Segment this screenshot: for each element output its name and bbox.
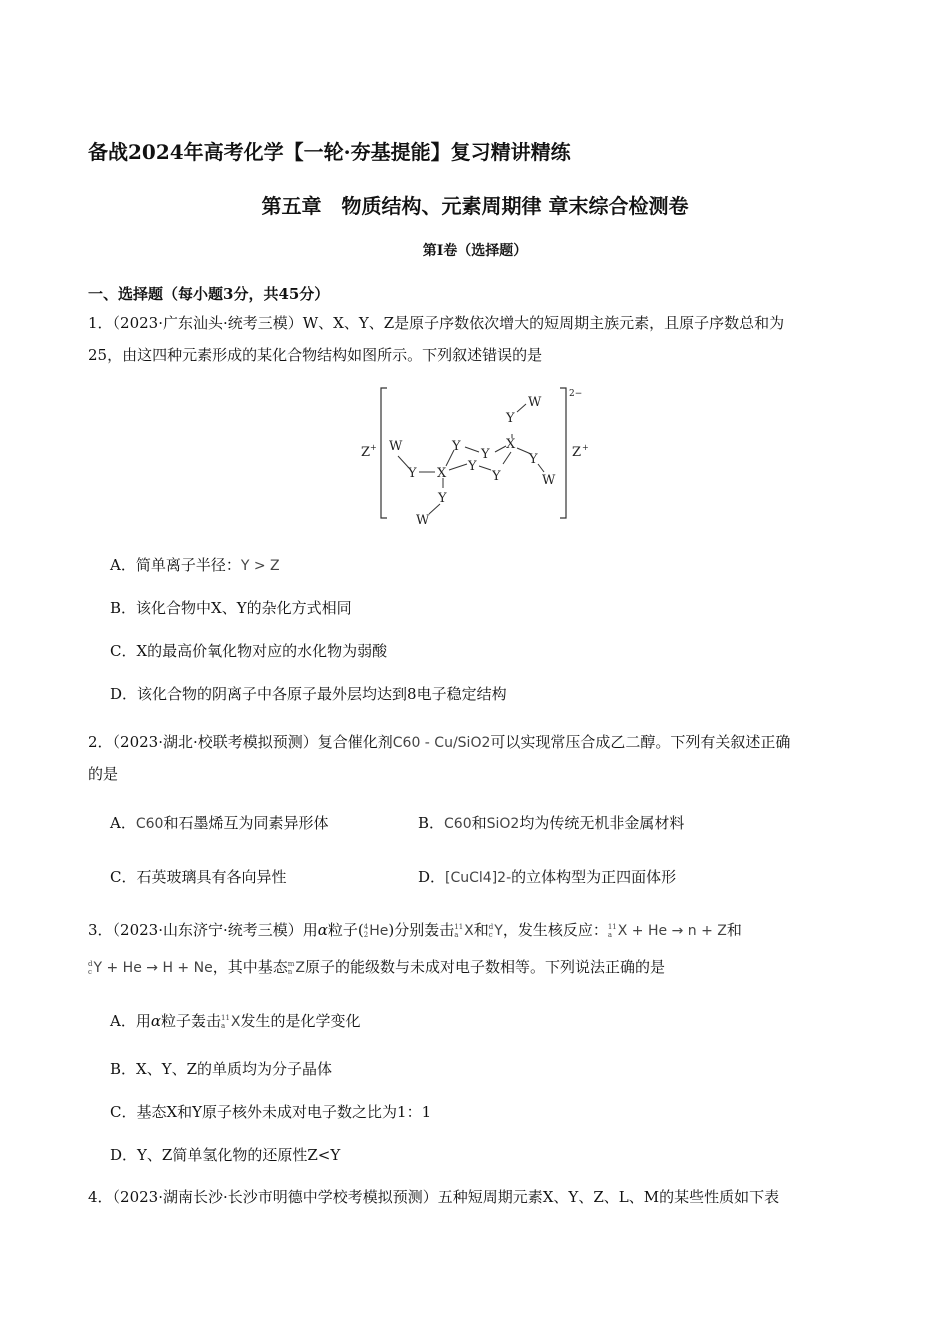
- alpha-symbol: α: [317, 921, 328, 939]
- q4-line1: 4．（2023·湖南长沙·长沙市明德中学校考模拟预测）五种短周期元素X、Y、Z、L、M的某些性质如下表: [88, 1188, 780, 1206]
- q3-option-a[interactable]: A．用α粒子轰击11 a X发生的是化学变化: [110, 1012, 361, 1030]
- option-label: B．: [418, 814, 445, 832]
- atom-y: Y: [408, 466, 417, 481]
- volume-heading: 第I卷（选择题）: [422, 243, 528, 259]
- q3-text: 原子的能级数与未成对电子数相等。下列说法正确的是: [304, 958, 665, 976]
- atom-w: W: [542, 473, 556, 488]
- q2-line2: 的是: [88, 765, 119, 783]
- cation-left: Z: [361, 445, 371, 460]
- reaction-1: X + He → n + Z: [617, 923, 727, 939]
- q2-option-a[interactable]: [110, 812, 328, 833]
- q2-text-b: 可以实现常压合成乙二醇。下列有关叙述正确: [490, 733, 791, 751]
- cation-right: Z: [572, 445, 582, 460]
- q3-option-b[interactable]: B．X、Y、Z的单质均为分子晶体: [110, 1060, 333, 1078]
- option-label: A．: [110, 814, 136, 832]
- reaction-2: Y + He → H + Ne: [93, 960, 213, 976]
- option-text: 的立体构型为正四面体形: [511, 868, 677, 886]
- q3-option-c[interactable]: C．基态X和Y原子核外未成对电子数之比为1：1: [110, 1103, 432, 1121]
- atom-y: Y: [529, 452, 538, 467]
- q1-line1: 1．（2023·广东汕头·统考三模）W、X、Y、Z是原子序数依次增大的短周期主族元素，且原子序数总和为: [88, 314, 785, 332]
- q1-option-a[interactable]: [110, 554, 280, 575]
- atom-w: W: [416, 513, 430, 524]
- structure-diagram: [355, 384, 595, 524]
- q1-option-d[interactable]: D．该化合物的阴离子中各原子最外层均达到8电子稳定结构: [110, 685, 507, 703]
- q2-option-d[interactable]: [418, 866, 676, 887]
- element-y: Y: [494, 923, 503, 939]
- alpha-symbol: α: [150, 1012, 161, 1030]
- atom-y: Y: [452, 439, 461, 454]
- option-text: A．简单离子半径：: [110, 556, 241, 574]
- atom-y: Y: [468, 459, 477, 474]
- option-text: 粒子轰击: [160, 1012, 221, 1030]
- charge-label: 2−: [569, 389, 583, 399]
- option-text: 和石墨烯互为同素异形体: [163, 814, 329, 832]
- cation-left-plus: +: [370, 443, 377, 452]
- q3-text: )分别轰击: [388, 921, 455, 939]
- q3-text: 粒子(: [327, 921, 364, 939]
- option-text: A．用: [110, 1012, 151, 1030]
- atom-x: X: [437, 466, 447, 481]
- atom-w: W: [389, 439, 403, 454]
- q1-option-c[interactable]: C．X的最高价氧化物对应的水化物为弱酸: [110, 642, 388, 660]
- formula: [CuCl4]2-: [445, 870, 512, 886]
- atom-y: Y: [492, 469, 501, 484]
- atom-y: Y: [506, 411, 515, 426]
- q2-text-a: 2．（2023·湖北·校联考模拟预测）复合催化剂: [88, 733, 393, 751]
- q3-line1: 3．（2023·山东济宁·统考三模）用α粒子(4 2He)分别轰击11 a X和d c Y，发生核反应：11 a X + He → n + Z和: [88, 921, 742, 939]
- document-title: 备战2024年高考化学【一轮·夯基提能】复习精讲精练: [88, 140, 571, 164]
- formula: C60: [444, 816, 472, 832]
- cation-right-plus: +: [582, 443, 589, 452]
- q3-line2: d c Y + He → H + Ne，其中基态m n Z原子的能级数与未成对电子数相等。下列说法正确的是: [88, 958, 665, 976]
- q3-option-d[interactable]: D．Y、Z简单氢化物的还原性Z<Y: [110, 1146, 341, 1164]
- element-x: X: [230, 1014, 241, 1030]
- q3-text: ，其中基态: [212, 958, 288, 976]
- formula: C60: [135, 816, 164, 832]
- q1-option-b[interactable]: B．该化合物中X、Y的杂化方式相同: [110, 599, 352, 617]
- q2-option-b[interactable]: [418, 812, 684, 833]
- q2-option-c[interactable]: C．石英玻璃具有各向异性: [110, 868, 287, 886]
- catalyst-formula: C60 - Cu/SiO2: [392, 735, 491, 751]
- atom-y: Y: [481, 447, 490, 462]
- q3-text: 3．（2023·山东济宁·统考三模）用: [88, 921, 318, 939]
- q2-line1: [88, 732, 790, 753]
- formula: Y > Z: [240, 558, 280, 574]
- section-heading: 一、选择题（每小题3分，共45分）: [88, 285, 330, 303]
- q3-text: 和: [726, 921, 742, 939]
- option-text: 和: [471, 814, 487, 832]
- formula: SiO2: [486, 816, 520, 832]
- option-text: 发生的是化学变化: [240, 1012, 361, 1030]
- chapter-title: 第五章 物质结构、元素周期律 章末综合检测卷: [261, 194, 689, 218]
- element-x: X: [464, 923, 474, 939]
- atom-y: Y: [438, 491, 447, 506]
- q3-text: 和: [473, 921, 489, 939]
- option-label: D．: [418, 868, 446, 886]
- atom-x: X: [506, 437, 516, 452]
- q3-text: ，发生核反应：: [502, 921, 608, 939]
- option-text: 均为传统无机非金属材料: [519, 814, 685, 832]
- helium: He: [369, 923, 389, 939]
- q1-line2: 25，由这四种元素形成的某化合物结构如图所示。下列叙述错误的是: [88, 346, 543, 364]
- atom-w: W: [528, 395, 542, 410]
